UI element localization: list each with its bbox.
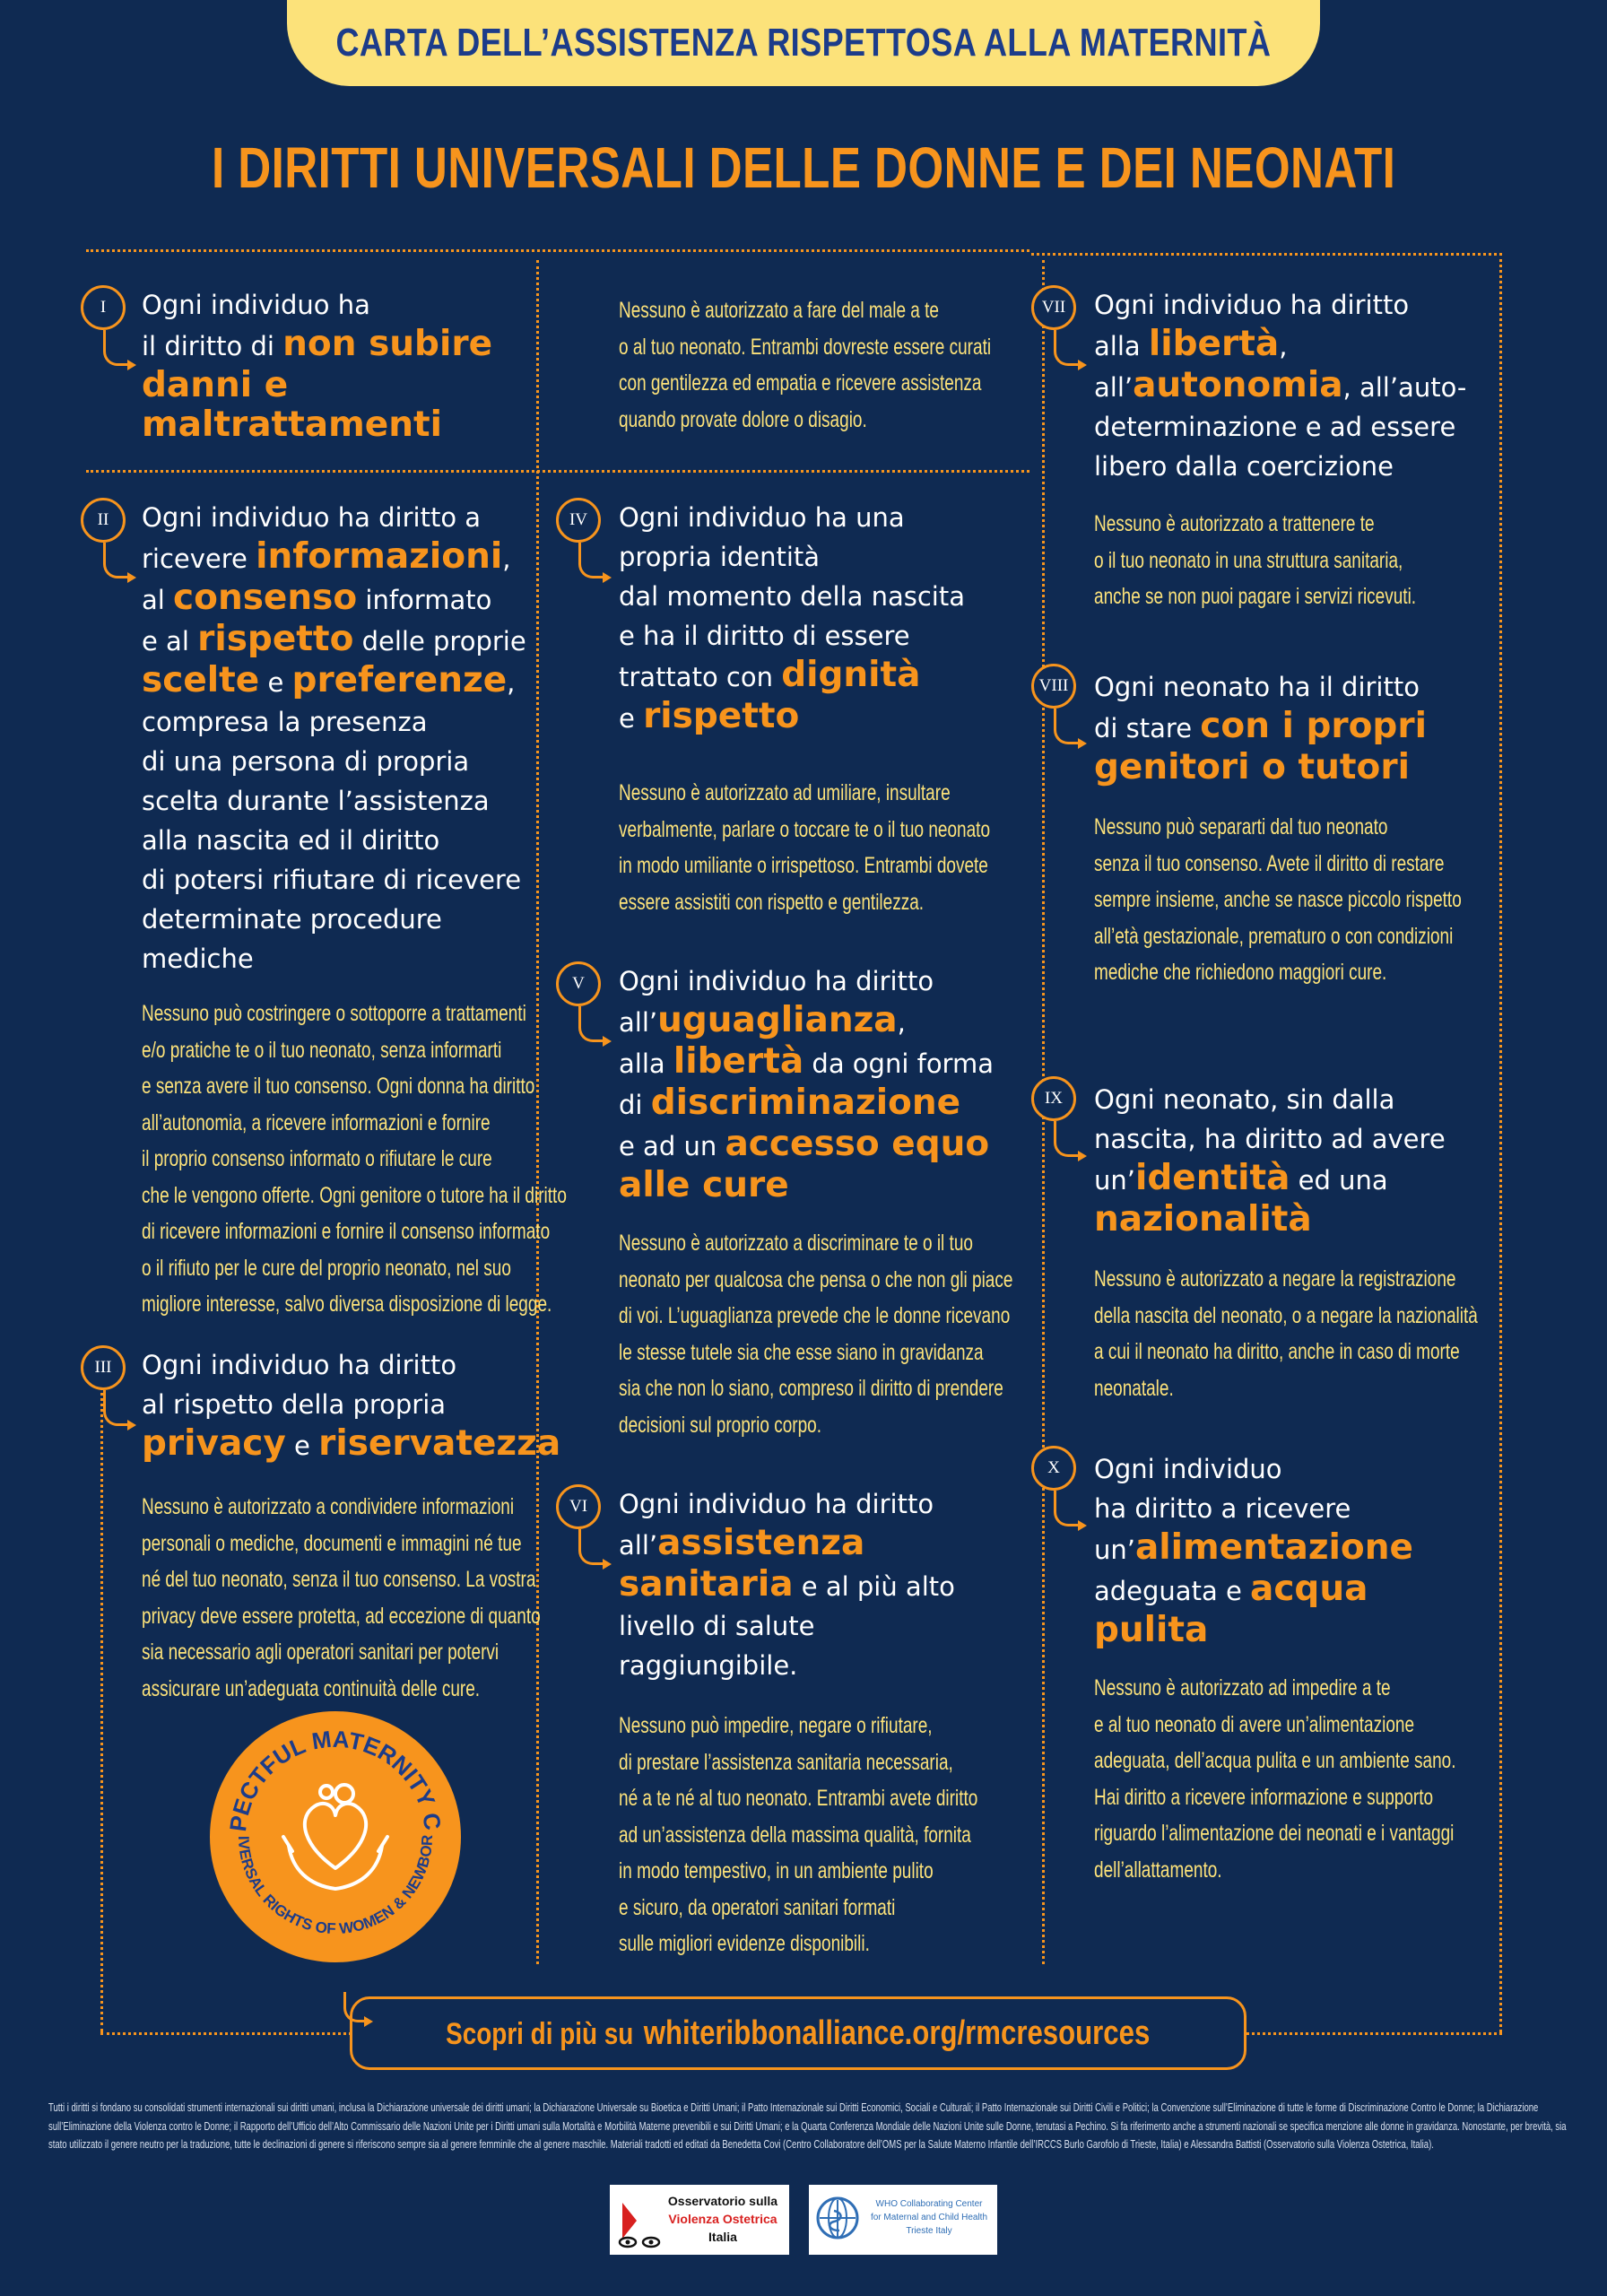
right-description: Nessuno è autorizzato a fare del male a te o al tuo neonato. Entrambi dovreste essere curati con gentilezza ed empatia e ricevere assistenza quando provate dolore o disagio. xyxy=(619,298,992,432)
arrow-icon xyxy=(103,330,128,366)
ovo-line-3: Italia xyxy=(708,2230,737,2244)
right-description: Nessuno è autorizzato a trattenere te o il tuo neonato in una struttura sanitaria, anche se non puoi pagare i servizi ricevuti. xyxy=(1094,511,1417,609)
who-line-1: WHO Collaborating Center xyxy=(875,2199,983,2209)
main-title xyxy=(0,135,1607,201)
dotted-divider-mid xyxy=(86,470,1029,473)
footnote-sources: Tutti i diritti si fondano su consolidati strumenti internazionali sui diritti umani, inclusa la Dichiarazione universale dei diritti umani; la Dichiarazione Universale su Bioetica e Diritti Umani; il Patto Internazionale sui Diritti Economici, Sociali e Culturali; il Patto Internazionale sui Diritti Civili e Politici; la Convenzione sull’Eliminazione di tutte le forme di Discriminazione Contro le Donne; la Dichiarazione sull’Eliminazione della Violenza contro le Donne; il Rapporto dell’Ufficio dell’Alto Commissario delle Nazioni Unite per i Diritti umani sulla Mortalità e Morbilità Materne prevenibili e sui Diritti Umani; e la Quarta Conferenza Mondiale delle Nazioni Unite sulle Donne, tenutasi a Pechino. Si fa riferimento anche a strumenti nazionali se specifica menzione alle donne in gravidanza. Nonostante, per brevità, sia stato utilizzato il genere neutro per la traduzione, tutte le declinazioni di genere si riferiscono sempre sia al genere femminile che al genere maschile. Materiali tradotti ed editati da Benedetta Covi (Centro Collaboratore dell’OMS per la Salute Materno Infantile dell’IRCCS Burlo Garofolo di Trieste, Italia) e Alessandra Battisti (Osservatorio sulla Violenza Ostetrica, Italia). xyxy=(48,2101,1567,2151)
right-heading: Ogni individuo ha diritto al rispetto della propria privacy e riservatezza xyxy=(142,1350,561,1464)
more-info-link-box[interactable] xyxy=(350,1996,1247,2070)
respectful-maternity-care-logo xyxy=(210,1711,461,1962)
right-heading: Ogni neonato, sin dalla nascita, ha diritto ad avere un’identità ed una nazionalità xyxy=(1094,1084,1446,1239)
cta-label: Scopri di più su xyxy=(446,2016,634,2051)
right-heading: Ogni individuo ha diritto a ricevere informazioni, al consenso informato e al rispetto delle proprie scelte e preferenze, compresa la presenza di una persona di propria scelta durante l’assistenza alla nascita ed il diritto di potersi rifiutare di ricevere determinate procedure mediche xyxy=(142,502,526,974)
header-banner xyxy=(287,0,1320,86)
logo-emblem xyxy=(210,1711,461,1962)
arrow-icon xyxy=(578,1529,604,1565)
who-line-3: Trieste Italy xyxy=(906,2226,952,2236)
partner-logo-ovo xyxy=(610,2185,789,2255)
arrow-icon xyxy=(103,543,128,578)
arrow-icon xyxy=(578,543,604,578)
right-number-badge: VI xyxy=(556,1484,601,1529)
right-heading: Ogni individuo ha diritto all’uguaglianza, alla libertà da ogni forma di discriminazione e ad un accesso equo alle cure xyxy=(619,966,994,1205)
right-description: Nessuno può impedire, negare o rifiutare, di prestare l’assistenza sanitaria necessaria, né a te né al tuo neonato. Entrambi avete diritto ad un’assistenza della massima qualità, fornita in modo tempestivo, in un ambiente pulito e sicuro, da operatori sanitari formati sulle migliori evidenze disponibili. xyxy=(619,1713,978,1956)
dotted-frame-bottom-left xyxy=(100,2032,352,2035)
arrow-icon xyxy=(578,1006,604,1042)
right-number-badge: X xyxy=(1031,1446,1076,1491)
right-number-badge: I xyxy=(81,285,126,330)
ovo-line-1: Osservatorio sulla xyxy=(667,2194,778,2208)
right-number-badge: VII xyxy=(1031,285,1076,330)
right-number-badge: IV xyxy=(556,498,601,543)
partner-logo-who xyxy=(809,2185,997,2255)
right-description: Nessuno può separarti dal tuo neonato senza il tuo consenso. Avete il diritto di restare sempre insieme, anche se nasce piccolo rispetto all’età gestazionale, prematuro o con condizioni mediche che richiedono maggiori cure. xyxy=(1094,814,1462,985)
right-number-badge: VIII xyxy=(1031,664,1076,709)
arrow-icon xyxy=(1054,709,1079,744)
arrow-icon xyxy=(343,1992,365,2022)
right-description: Nessuno è autorizzato ad impedire a te e al tuo neonato di avere un’alimentazione adeguata, dell’acqua pulita e un ambiente sano. Hai diritto a ricevere informazione e supporto riguardo l’alimentazione dei neonati e i vantaggi dell’allattamento. xyxy=(1094,1675,1456,1883)
right-description: Nessuno può costringere o sottoporre a trattamenti e/o pratiche te o il tuo neonato, senza informarti e senza avere il tuo consenso. Ogni donna ha diritto all’autonomia, a ricevere informazioni e fornire il proprio consenso informato o rifiutare le cure che le vengono offerte. Ogni genitore o tutore ha il diritto di ricevere informazioni e fornire il consenso informato o il rifiuto per le cure del proprio neonato, nel suo migliore interesse, salvo diversa disposizione di legge. xyxy=(142,1001,567,1317)
svg-text:UNIVERSAL RIGHTS OF WOMEN & NE: IVERSAL RIGHTS OF WOMEN & NEWBOR xyxy=(234,1834,437,1938)
dotted-frame-top-right xyxy=(1031,253,1502,256)
right-number-badge: V xyxy=(556,961,601,1006)
right-heading: Ogni individuo ha una propria identità dal momento della nascita e ha il diritto di essere trattato con dignità e rispetto xyxy=(619,502,966,736)
right-heading: Ogni neonato ha il diritto di stare con i propri genitori o tutori xyxy=(1094,672,1427,787)
page-title: I DIRITTI UNIVERSALI DELLE DONNE E DEI NEONATI xyxy=(211,135,1396,200)
who-emblem-icon xyxy=(814,2193,861,2247)
heart-hands-icon xyxy=(283,1785,387,1889)
dotted-frame-left xyxy=(100,1381,103,2032)
right-number-badge: III xyxy=(81,1345,126,1390)
svg-text:RESPECTFUL MATERNITY CARE: PECTFUL MATERNITY C xyxy=(223,1725,447,1833)
right-description: Nessuno è autorizzato a negare la registrazione della nascita del neonato, o a negare la nazionalità a cui il neonato ha diritto, anche in caso di morte neonatale. xyxy=(1094,1266,1478,1401)
right-description: Nessuno è autorizzato a condividere informazioni personali o mediche, documenti e immagini né tue né del tuo neonato, senza il tuo consenso. La vostra privacy deve essere protetta, ad eccezione di quanto sia necessario agli operatori sanitari per potervi assicurare un’adeguata continuità delle cure. xyxy=(142,1494,541,1701)
right-number-badge: II xyxy=(81,498,126,543)
dotted-frame-right xyxy=(1499,253,1502,2032)
ovo-line-2: Violenza Ostetrica xyxy=(668,2212,777,2226)
dotted-frame-bottom-right xyxy=(1247,2032,1502,2035)
arrow-icon xyxy=(1054,330,1079,366)
dotted-divider-top xyxy=(86,249,1029,252)
arrow-icon xyxy=(1054,1121,1079,1157)
who-line-2: for Maternal and Child Health xyxy=(870,2213,988,2222)
right-heading: Ogni individuo ha diritto alla libertà, all’autonomia, all’auto- determinazione e ad essere libero dalla coercizione xyxy=(1094,290,1467,482)
resources-link[interactable]: whiteribbonalliance.org/rmcresources xyxy=(644,2013,1151,2052)
ovo-eye-icon xyxy=(613,2185,667,2255)
arrow-icon xyxy=(1054,1491,1079,1526)
right-heading: Ogni individuo ha diritto all’assistenza sanitaria e al più alto livello di salute raggiungibile. xyxy=(619,1489,955,1681)
right-heading: Ogni individuo ha diritto a ricevere un’alimentazione adeguata e acqua pulita xyxy=(1094,1454,1413,1650)
right-heading: Ogni individuo ha il diritto di non subire danni e maltrattamenti xyxy=(142,290,493,445)
banner-title: CARTA DELL’ASSISTENZA RISPETTOSA ALLA MATERNITÀ xyxy=(335,21,1272,65)
right-number-badge: IX xyxy=(1031,1076,1076,1121)
right-description: Nessuno è autorizzato a discriminare te o il tuo neonato per qualcosa che pensa o che non gli piace di voi. L’uguaglianza prevede che le donne ricevano le stesse tutele sia che esse siano in gravidanza sia che non lo siano, compreso il diritto di prendere decisioni sul proprio corpo. xyxy=(619,1231,1013,1438)
right-description: Nessuno è autorizzato ad umiliare, insultare verbalmente, parlare o toccare te o il tuo neonato in modo umiliante o irrispettoso. Entrambi dovete essere assistiti con rispetto e gentilezza. xyxy=(619,780,991,915)
arrow-icon xyxy=(103,1390,128,1426)
